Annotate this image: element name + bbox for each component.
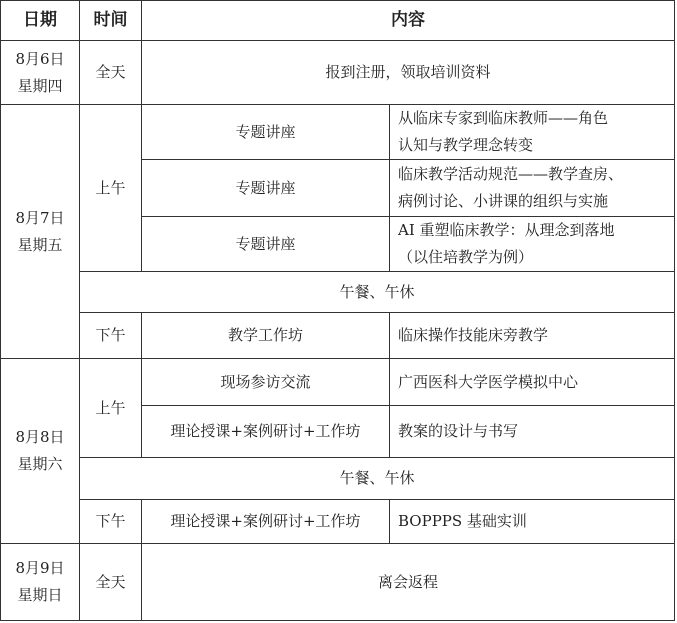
day2-afternoon-topic: 临床操作技能床旁教学 <box>390 313 675 359</box>
day2-afternoon-label: 下午 <box>80 313 142 359</box>
day3-date-cell <box>1 359 80 544</box>
day2-session3-topic-line2: （以住培教学为例） <box>398 248 534 266</box>
day2-session3-topic <box>390 217 675 272</box>
day2-date: 8月7日 <box>15 208 65 227</box>
day3-session1-topic: 广西医科大学医学模拟中心 <box>390 359 675 406</box>
day3-session2-topic: 教案的设计与书写 <box>390 406 675 458</box>
day2-afternoon-row <box>1 313 675 359</box>
day1-date-cell <box>1 41 80 105</box>
day1-date: 8月6日 <box>15 49 65 68</box>
day3-morning-label: 上午 <box>80 359 142 458</box>
header-row <box>1 1 675 41</box>
day2-weekday: 星期五 <box>17 235 63 254</box>
day2-morning-label: 上午 <box>80 105 142 272</box>
day3-date: 8月8日 <box>15 428 65 446</box>
day3-session2-type: 理论授课+案例研讨+工作坊 <box>142 406 390 458</box>
day2-session3-type: 专题讲座 <box>142 217 390 272</box>
day2-session1-row <box>1 105 675 160</box>
day2-session2-topic <box>390 160 675 217</box>
day1-weekday: 星期四 <box>17 76 63 95</box>
day2-session1-topic-line1: 从临床专家到临床教师——角色 <box>398 109 609 127</box>
day2-afternoon-type: 教学工作坊 <box>142 313 390 359</box>
day2-date-cell <box>1 105 80 359</box>
day2-session1-topic-line2: 认知与教学理念转变 <box>398 136 534 154</box>
day2-session1-type: 专题讲座 <box>142 105 390 160</box>
day2-session1-topic <box>390 105 675 160</box>
day3-afternoon-row <box>1 500 675 544</box>
header-time: 时间 <box>80 1 142 41</box>
day3-lunch: 午餐、午休 <box>80 458 675 500</box>
day3-afternoon-type: 理论授课+案例研讨+工作坊 <box>142 500 390 544</box>
day2-session2-type: 专题讲座 <box>142 160 390 217</box>
day3-afternoon-label: 下午 <box>80 500 142 544</box>
day4-date: 8月9日 <box>15 559 65 577</box>
day4-date-cell <box>1 544 80 621</box>
day2-lunch: 午餐、午休 <box>80 272 675 313</box>
day3-weekday: 星期六 <box>17 455 63 473</box>
day2-lunch-row <box>1 272 675 313</box>
day2-session2-topic-line2: 病例讨论、小讲课的组织与实施 <box>398 192 609 210</box>
day4-weekday: 星期日 <box>17 586 63 604</box>
header-date: 日期 <box>1 1 80 41</box>
day2-session3-topic-line1: AI 重塑临床教学：从理念到落地 <box>398 221 615 239</box>
day2-session2-topic-line1: 临床教学活动规范——教学查房、 <box>398 165 624 183</box>
day4-period: 全天 <box>80 544 142 621</box>
day4-row <box>1 544 675 621</box>
day1-period: 全天 <box>80 41 142 105</box>
day3-afternoon-topic: BOPPPS 基础实训 <box>390 500 675 544</box>
day3-session1-row <box>1 359 675 406</box>
day4-activity: 离会返程 <box>142 544 675 621</box>
header-content: 内容 <box>142 1 675 41</box>
day3-session1-type: 现场参访交流 <box>142 359 390 406</box>
day1-activity: 报到注册，领取培训资料 <box>142 41 675 105</box>
day3-lunch-row <box>1 458 675 500</box>
day1-row <box>1 41 675 105</box>
